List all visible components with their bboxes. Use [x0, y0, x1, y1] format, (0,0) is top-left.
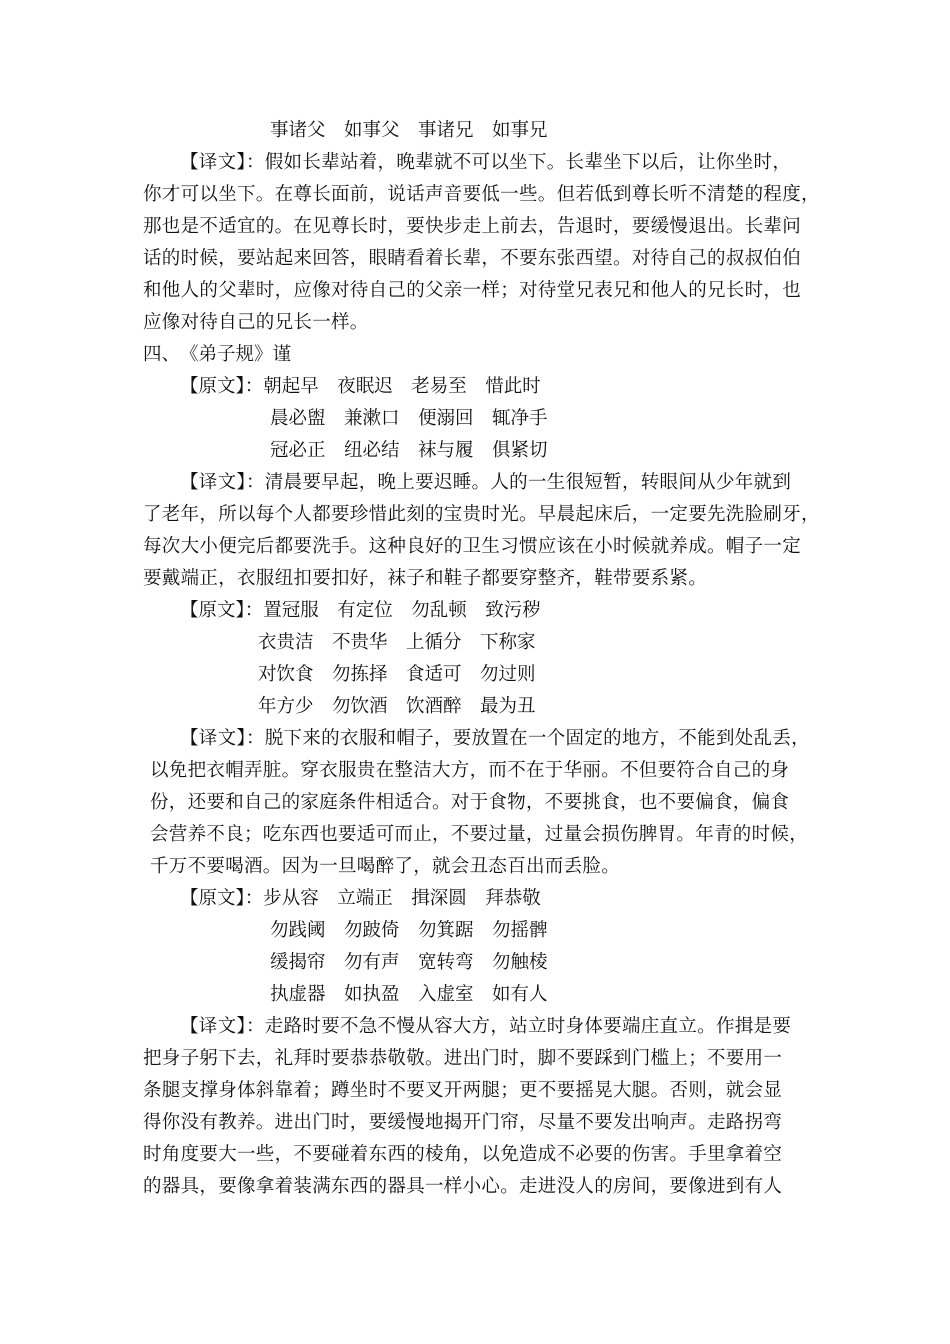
translation-paragraph-line: 条腿支撑身体斜靠着；蹲坐时不要叉开两腿；更不要摇晃大腿。否则，就会显 — [143, 1080, 783, 1101]
translation-paragraph-line: 了老年，所以每个人都要珍惜此刻的宝贵时光。早晨起床后，一定要先洗脸刷牙， — [143, 504, 820, 525]
translation-paragraph-line: 要戴端正，衣服纽扣要扣好，袜子和鞋子都要穿整齐，鞋带要系紧。 — [143, 568, 708, 589]
translation-paragraph-line: 份，还要和自己的家庭条件相适合。对于食物，不要挑食，也不要偏食，偏食 — [150, 792, 790, 813]
translation-paragraph-line: 【译文】：假如长辈站着，晚辈就不可以坐下。长辈坐下以后，让你坐时， — [180, 152, 792, 173]
translation-paragraph-line: 会营养不良；吃东西也要适可而止，不要过量，过量会损伤脾胃。年青的时候， — [150, 824, 809, 845]
translation-paragraph-line: 时角度要大一些，不要碰着东西的棱角，以免造成不必要的伤害。手里拿着空 — [143, 1144, 783, 1165]
verse-line: 缓揭帘 勿有声 宽转弯 勿触棱 — [270, 952, 548, 973]
verse-line: 对饮食 勿拣择 食适可 勿过则 — [258, 664, 536, 685]
translation-paragraph-line: 得你没有教养。进出门时，要缓慢地揭开门帘，尽量不要发出响声。走路拐弯 — [143, 1112, 783, 1133]
translation-paragraph-line: 把身子躬下去，礼拜时要恭恭敬敬。进出门时，脚不要踩到门槛上；不要用一 — [143, 1048, 783, 1069]
section-heading: 四、 《弟子规》谨 — [143, 344, 292, 365]
translation-paragraph-line: 【译文】：清晨要早起，晚上要迟睡。人的一生很短暂，转眼间从少年就到 — [180, 472, 792, 493]
verse-line: 事诸父 如事父 事诸兄 如事兄 — [270, 120, 548, 141]
translation-paragraph-line: 和他人的父辈时，应像对待自己的父亲一样；对待堂兄表兄和他人的兄长时，也 — [143, 280, 802, 301]
translation-paragraph-line: 的器具，要像拿着装满东西的器具一样小心。走进没人的房间，要像进到有人 — [143, 1176, 783, 1197]
translation-paragraph-line: 千万不要喝酒。因为一旦喝醉了，就会丑态百出而丢脸。 — [150, 856, 621, 877]
translation-paragraph-line: 以免把衣帽弄脏。穿衣服贵在整洁大方，而不在于华丽。不但要符合自己的身 — [150, 760, 790, 781]
verse-line: 勿践阈 勿跛倚 勿箕踞 勿摇髀 — [270, 920, 548, 941]
original-text-line: 【原文】：步从容 立端正 揖深圆 拜恭敬 — [180, 888, 541, 909]
verse-line: 年方少 勿饮酒 饮酒醉 最为丑 — [258, 696, 536, 717]
original-text-line: 【原文】：置冠服 有定位 勿乱顿 致污秽 — [180, 600, 541, 621]
translation-paragraph-line: 每次大小便完后都要洗手。这种良好的卫生习惯应该在小时候就养成。帽子一定 — [143, 536, 802, 557]
verse-line: 晨必盥 兼漱口 便溺回 辄净手 — [270, 408, 548, 429]
translation-paragraph-line: 【译文】：走路时要不急不慢从容大方，站立时身体要端庄直立。作揖是要 — [180, 1016, 792, 1037]
translation-paragraph-line: 话的时候，要站起来回答，眼睛看着长辈，不要东张西望。对待自己的叔叔伯伯 — [143, 248, 802, 269]
translation-paragraph-line: 应像对待自己的兄长一样。 — [143, 312, 369, 333]
verse-line: 执虚器 如执盈 入虚室 如有人 — [270, 984, 548, 1005]
original-text-line: 【原文】：朝起早 夜眠迟 老易至 惜此时 — [180, 376, 541, 397]
verse-line: 衣贵洁 不贵华 上循分 下称家 — [258, 632, 536, 653]
verse-line: 冠必正 纽必结 袜与履 俱紧切 — [270, 440, 548, 461]
translation-paragraph-line: 那也是不适宜的。在见尊长时，要快步走上前去，告退时，要缓慢退出。长辈问 — [143, 216, 802, 237]
translation-paragraph-line: 你才可以坐下。在尊长面前，说话声音要低一些。但若低到尊长听不清楚的程度， — [143, 184, 820, 205]
translation-paragraph-line: 【译文】：脱下来的衣服和帽子，要放置在一个固定的地方，不能到处乱丢， — [180, 728, 810, 749]
